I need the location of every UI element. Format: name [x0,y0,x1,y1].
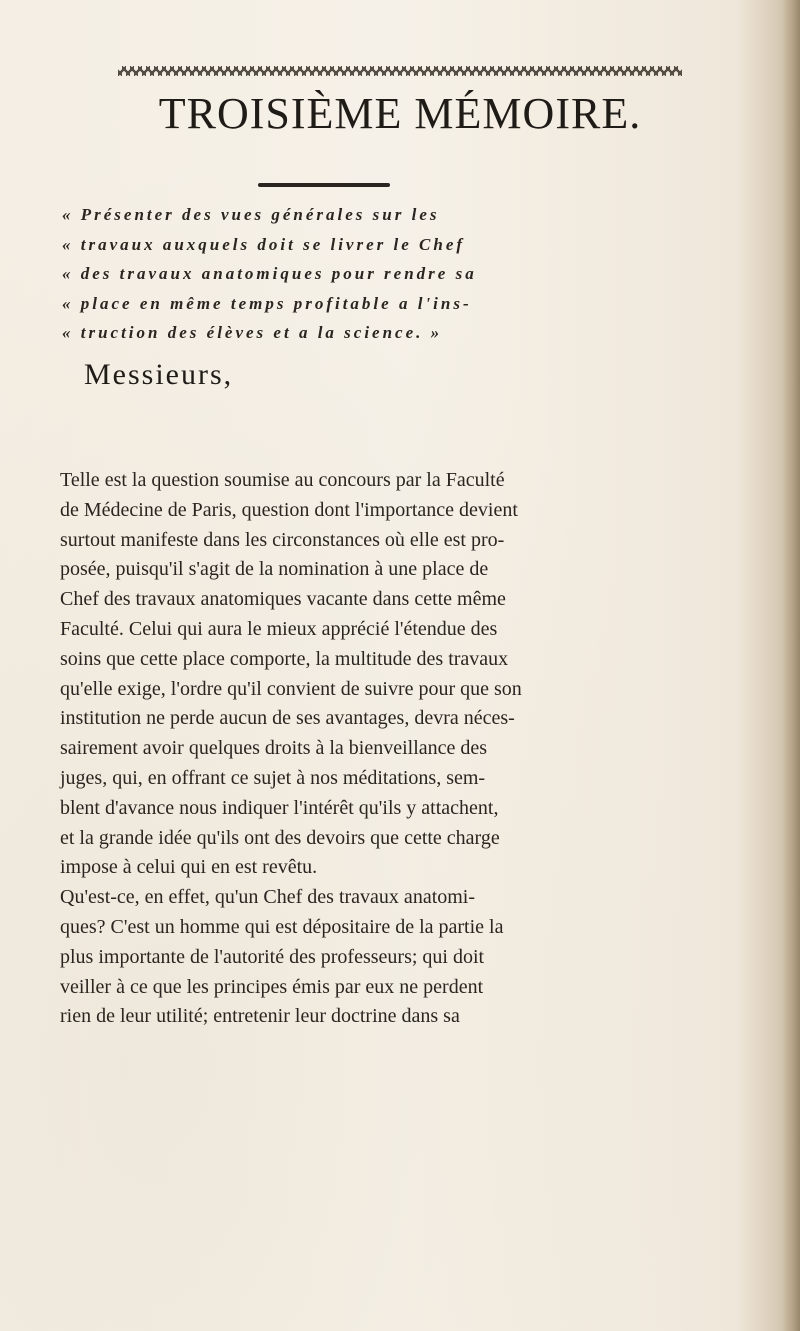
body-line: soins que cette place comporte, la multitude des travaux [60,647,509,670]
body-line: blent d'avance nous indiquer l'intérêt qu'ils y attachent, [60,796,499,819]
decorative-border-ornament [118,66,682,76]
epigraph-line: « place en même temps profitable a l'ins- [62,293,472,313]
body-line: de Médecine de Paris, question dont l'importance devient [60,498,518,521]
body-line: rien de leur utilité; entretenir leur doctrine dans sa [60,1005,460,1028]
body-line: Qu'est-ce, en effet, qu'un Chef des travaux anatomi- [60,886,476,909]
epigraph-line: « Présenter des vues générales sur les [62,205,440,224]
body-line: qu'elle exige, l'ordre qu'il convient de suivre pour que son [60,677,522,700]
epigraph-quote [62,200,742,348]
salutation: Messieurs, [84,358,234,391]
body-line: et la grande idée qu'ils ont des devoirs que cette charge [60,826,500,849]
body-line: impose à celui qui en est revêtu. [60,856,318,879]
page-edge-shadow [782,0,800,1331]
body-line: surtout manifeste dans les circonstances où elle est pro- [60,528,505,551]
epigraph-line: « travaux auxquels doit se livrer le Chef [62,234,466,254]
body-line: plus importante de l'autorité des professeurs; qui doit [60,945,485,968]
body-text [60,466,750,1032]
body-line: institution ne perde aucun de ses avantages, devra néces- [60,707,515,730]
title-underline-rule [258,183,390,187]
body-line: Chef des travaux anatomiques vacante dans cette même [60,588,506,611]
body-line: ques? C'est un homme qui est dépositaire de la partie la [60,915,504,938]
body-line: Telle est la question soumise au concours par la Faculté [60,469,505,491]
body-line: veiller à ce que les principes émis par eux ne perdent [60,975,484,998]
epigraph-line: « des travaux anatomiques pour rendre sa [62,264,477,283]
body-line: sairement avoir quelques droits à la bienveillance des [60,737,488,760]
body-line: Faculté. Celui qui aura le mieux apprécié l'étendue des [60,617,498,640]
epigraph-line: « truction des élèves et a la science. » [62,323,443,342]
body-line: juges, qui, en offrant ce sujet à nos méditations, sem- [60,766,486,789]
body-line: posée, puisqu'il s'agit de la nomination à une place de [60,558,489,581]
chapter-title: TROISIÈME MÉMOIRE. [158,89,642,138]
